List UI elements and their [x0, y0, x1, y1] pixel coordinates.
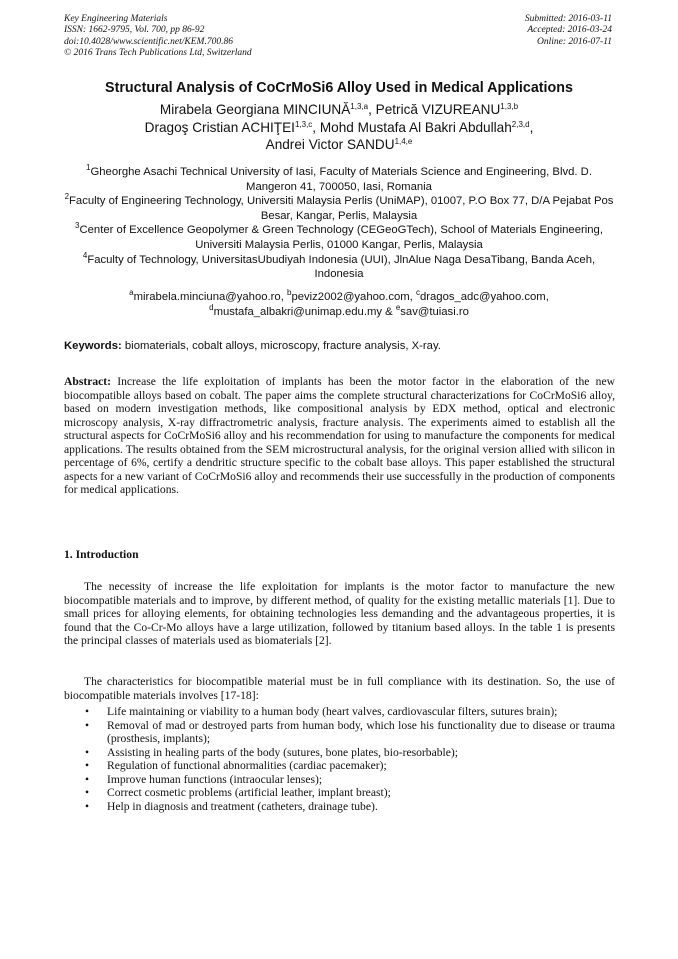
- copyright-line: © 2016 Trans Tech Publications Ltd, Switzerland: [64, 47, 252, 58]
- journal-name: Key Engineering Materials: [64, 14, 168, 24]
- email-address[interactable]: peviz2002@yahoo.com,: [291, 291, 416, 303]
- list-item: • Removal of mad or destroyed parts from human body, which lose his functionality due to disease or trauma (prosthesis, implants);: [85, 719, 615, 746]
- section-heading: 1. Introduction: [64, 548, 139, 561]
- publication-info: [64, 14, 252, 59]
- affiliation-item: [62, 223, 616, 252]
- author-name: , Mohd Mustafa Al Bakri Abdullah: [312, 119, 512, 135]
- email-mark: c: [415, 288, 420, 297]
- issn-line: ISSN: 1662-9795, Vol. 700, pp 86-92: [64, 25, 205, 36]
- list-item: • Life maintaining or viability to a human body (heart valves, cardiovascular filters, sutures brain);: [85, 705, 615, 719]
- abstract-label: Abstract:: [64, 375, 112, 388]
- list-item: • Correct cosmetic problems (artificial leather, implant breast);: [85, 786, 615, 800]
- author-affiliation-mark: 1,3,b: [500, 102, 519, 111]
- author-name: Andrei Victor SANDU: [265, 137, 395, 152]
- author-affiliation-mark: 2,3,d: [511, 119, 530, 129]
- doi-line: doi:10.4028/www.scientific.net/KEM.700.86: [64, 36, 233, 47]
- email-mark: d: [209, 302, 214, 312]
- affiliation-item: [62, 194, 616, 223]
- affiliation-list: [62, 165, 616, 282]
- list-item: • Regulation of functional abnormalities (cardiac pacemaker);: [85, 759, 615, 773]
- list-item: • Assisting in healing parts of the body (sutures, bone plates, bio-resorbable);: [85, 746, 615, 760]
- author-name: Mirabela Georgiana MINCIUNĂ: [159, 102, 351, 117]
- keywords-label: Keywords:: [64, 340, 122, 352]
- email-address[interactable]: sav@tuiasi.ro: [400, 305, 469, 318]
- author-name: Dragoş Cristian ACHIŢEI: [144, 119, 295, 135]
- email-mark: b: [286, 288, 292, 297]
- paper-title: Structural Analysis of CoCrMoSi6 Alloy Used in Medical Applications: [105, 80, 573, 96]
- submission-dates: [525, 14, 612, 48]
- affiliation-text: Gheorghe Asachi Technical University of Iasi, Faculty of Materials Science and Engineering, Blvd. D. Mangeron 41, 700050, Iasi, Romania: [90, 166, 592, 193]
- keywords: [64, 340, 619, 352]
- list-item: • Help in diagnosis and treatment (catheters, drainage tube).: [85, 800, 615, 814]
- email-mark: a: [129, 288, 134, 297]
- affiliation-text: Center of Excellence Geopolymer & Green Technology (CEGeoGTech), School of Materials Engineering, Universiti Malaysia Perlis, 01000 Kangar, Perlis, Malaysia: [79, 224, 603, 251]
- accepted-date: Accepted: 2016-03-24: [527, 25, 612, 36]
- submitted-date: Submitted: 2016-03-11: [524, 14, 612, 24]
- author-name: , Petrică VIZUREANU: [368, 102, 501, 117]
- affiliation-number: 3: [75, 221, 80, 231]
- affiliation-item: [62, 165, 616, 194]
- affiliation-text: Faculty of Engineering Technology, Universiti Malaysia Perlis (UniMAP), 01007, P.O Box 77, D/A Pejabat Pos Besar, Kangar, Perlis, Malaysia: [69, 195, 614, 222]
- abstract-text: Increase the life exploitation of implants has been the motor factor in the elaboration of the new biocompatible alloys based on cobalt. The paper aims the complete structural characterizations for CoCrMoSi6 alloy, based on modern investigation methods, like compositional analysis by EDX method, optical and electronic microscopy analysis, X-ray diffractrometric analysis, fracture analysis. The experiments aimed to establish all the structural aspects for CoCrMoSi6 alloy and his recommendation for using to manufacture the components for medical applications. The results obtained from the SEM microstructural analysis, for the original version allied with silicon in percentage of 6%, certify a dendritic structure specific to the cobalt base alloys. This paper established the structural aspects for a new variant of CoCrMoSi6 alloy and recommends their use successfully in the production of components for medical applications.: [64, 375, 615, 496]
- bullet-list: [85, 705, 615, 813]
- abstract: [64, 375, 615, 497]
- affiliation-number: 4: [82, 250, 88, 260]
- intro-paragraph: The characteristics for biocompatible material must be in full compliance with its destination. So, the use of biocompatible materials involves [17-18]:: [64, 675, 615, 702]
- author-affiliation-mark: 1,3,a: [350, 102, 369, 111]
- email-address[interactable]: mirabela.minciuna@yahoo.ro,: [133, 291, 287, 303]
- author-affiliation-mark: 1,3,c: [294, 119, 313, 129]
- intro-paragraph: The necessity of increase the life exploitation for implants is the motor factor to manufacture the new biocompatible materials and to improve, by different method, of quality for the existing metallic materials [1]. Due to small prices for alloying elements, for obtaining technologies less demanding and the advantageous properties, it is found that the Co-Cr-Mo alloys have a large utilization, followed by titanium based alloys. In the table 1 is presents the principal classes of materials used as biomaterials [2].: [64, 580, 615, 647]
- affiliation-text: Faculty of Technology, UniversitasUbudiyah Indonesia (UUI), JlnAlue Naga DesaTibang, Banda Aceh, Indonesia: [87, 253, 596, 281]
- author-separator: ,: [529, 119, 534, 135]
- email-list: [62, 290, 616, 319]
- email-mark: e: [395, 302, 401, 312]
- email-address[interactable]: dragos_adc@yahoo.com,: [419, 291, 549, 303]
- affiliation-number: 1: [86, 163, 91, 172]
- list-item: • Improve human functions (intraocular lenses);: [85, 773, 615, 787]
- online-date: Online: 2016-07-11: [536, 36, 612, 47]
- author-list: [40, 101, 638, 154]
- author-affiliation-mark: 1,4,e: [394, 137, 413, 146]
- keywords-text: biomaterials, cobalt alloys, microscopy, fracture analysis, X-ray.: [121, 340, 441, 352]
- affiliation-number: 2: [64, 192, 70, 202]
- email-address[interactable]: mustafa_albakri@unimap.edu.my &: [213, 305, 396, 318]
- affiliation-item: [62, 250, 616, 282]
